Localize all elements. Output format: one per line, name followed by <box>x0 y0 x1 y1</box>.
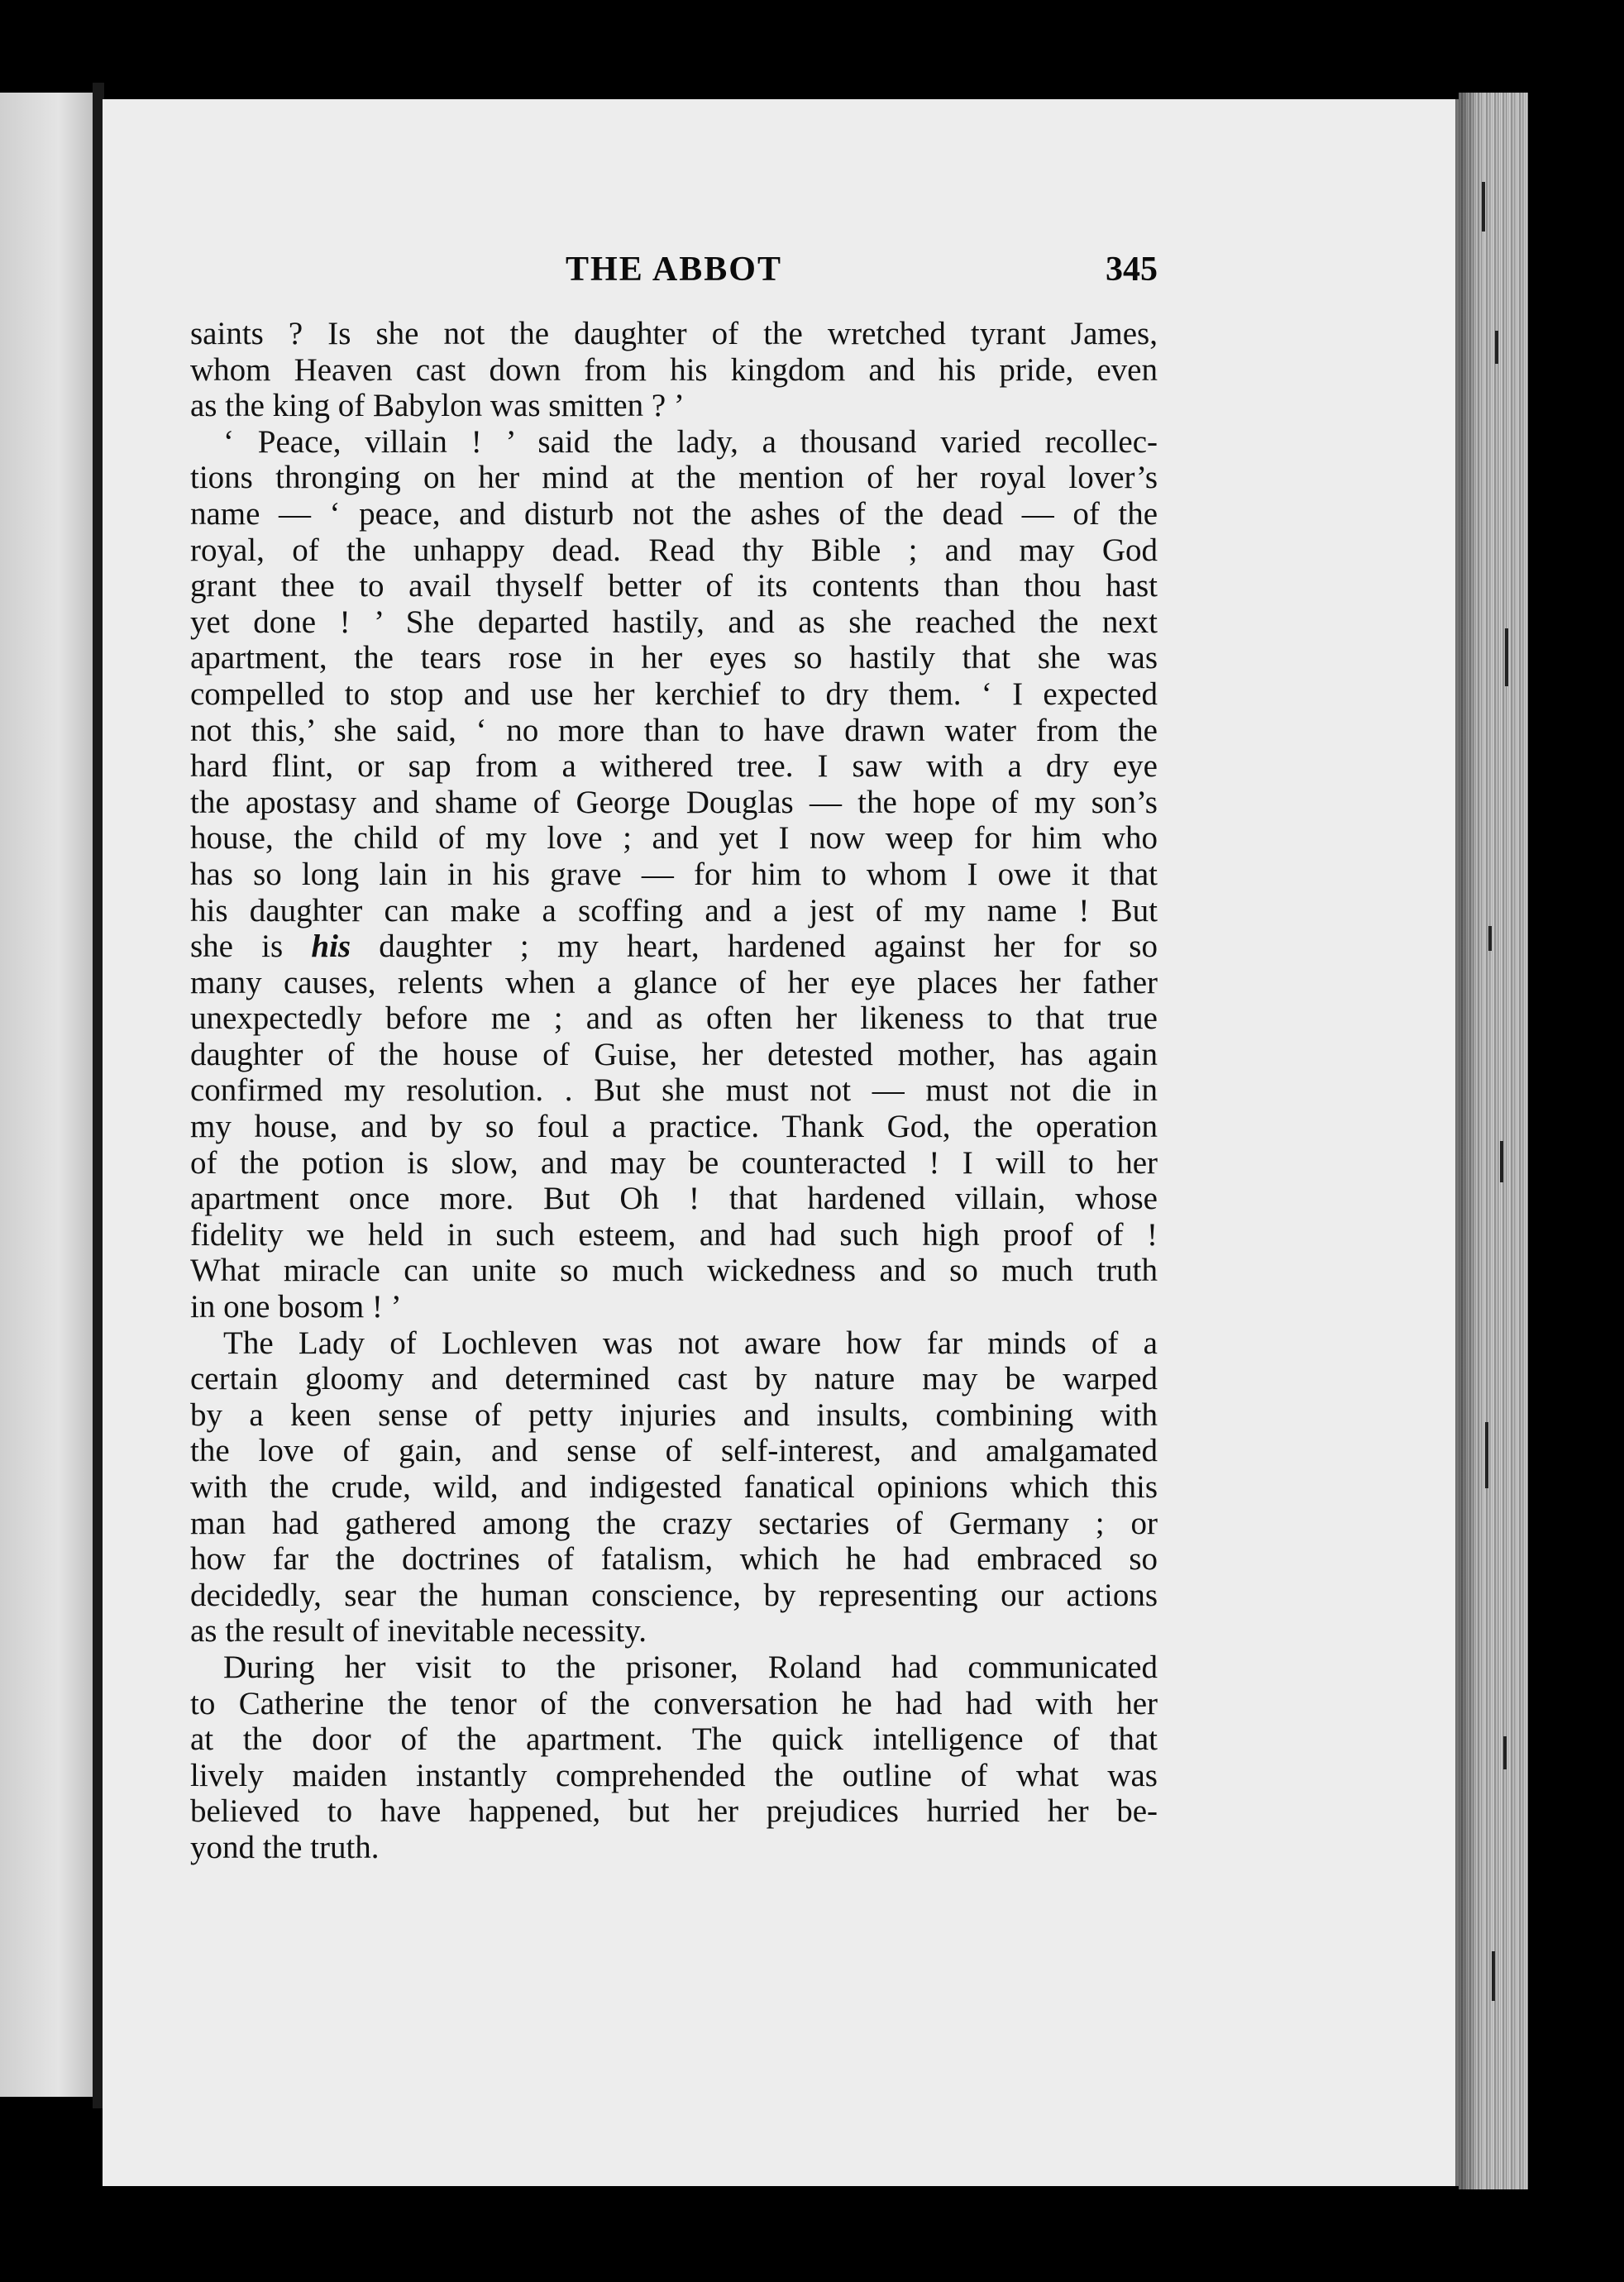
running-head <box>190 250 1158 299</box>
text-line: as the king of Babylon was smitten ? ’ <box>190 388 685 424</box>
text-line: fidelity we held in such esteem, and had such high proof of ! <box>190 1216 1158 1253</box>
paragraph <box>190 316 1158 424</box>
page-edge-shadow <box>1455 93 1480 2189</box>
page-number: 345 <box>1106 251 1158 289</box>
text-line: the apostasy and shame of George Douglas — the hope of my son’s <box>190 784 1158 820</box>
text-line: many causes, relents when a glance of her eye places her father <box>190 964 1158 1000</box>
text-line: my house, and by so foul a practice. Thank God, the operation <box>190 1109 1158 1145</box>
text-line: compelled to stop and use her kerchief to dry them. ‘ I expected <box>190 676 1158 712</box>
text-line: how far the doctrines of fatalism, which he had embraced so <box>190 1541 1158 1578</box>
text-line: to Catherine the tenor of the conversation he had had with her <box>190 1685 1158 1721</box>
body-text <box>190 316 1158 1866</box>
text-line: daughter of the house of Guise, her detested mother, has again <box>190 1036 1158 1072</box>
text-line: as the result of inevitable necessity. <box>190 1613 647 1649</box>
text-line: his daughter can make a scoffing and a jest of my name ! But <box>190 892 1158 929</box>
text-line: certain gloomy and determined cast by nature may be warped <box>190 1361 1158 1397</box>
text-line: the love of gain, and sense of self-interest, and amalgamated <box>190 1433 1158 1469</box>
text-line: During her visit to the prisoner, Roland had communicated <box>223 1649 1158 1685</box>
text-line: man had gathered among the crazy sectaries of Germany ; or <box>190 1505 1158 1541</box>
page-edge-mark <box>1500 1141 1503 1182</box>
page-edge-mark <box>1488 926 1492 951</box>
page-edge-mark <box>1482 182 1485 232</box>
text-line: confirmed my resolution. . But she must not — must not die in <box>190 1072 1158 1109</box>
text-line: tions thronging on her mind at the mention of her royal lover’s <box>190 460 1158 496</box>
text-line: yond the truth. <box>190 1829 380 1865</box>
text-line: name — ‘ peace, and disturb not the ashes of the dead — of the <box>190 495 1158 532</box>
text-line: of the potion is slow, and may be counteracted ! I will to her <box>190 1144 1158 1181</box>
text-line: she is his daughter ; my heart, hardened against her for so <box>190 929 1158 965</box>
text-line: apartment once more. But Oh ! that hardened villain, whose <box>190 1181 1158 1217</box>
text-line: house, the child of my love ; and yet I now weep for him who <box>190 820 1158 857</box>
paragraph <box>190 424 1158 1325</box>
paragraph <box>190 1649 1158 1866</box>
text-line: with the crude, wild, and indigested fanatical opinions which this <box>190 1469 1158 1505</box>
page-edge-mark <box>1492 1951 1495 2001</box>
emphasis: his <box>311 929 351 965</box>
text-line: ‘ Peace, villain ! ’ said the lady, a thousand varied recollec- <box>223 423 1158 460</box>
text-line: lively maiden instantly comprehended the outline of what was <box>190 1757 1158 1793</box>
page-edge-mark <box>1505 628 1508 686</box>
text-line: The Lady of Lochleven was not aware how far minds of a <box>223 1325 1158 1361</box>
text-line: decidedly, sear the human conscience, by representing our actions <box>190 1577 1158 1613</box>
page-edge-mark <box>1485 1422 1488 1488</box>
text-line: believed to have happened, but her prejudices hurried her be- <box>190 1793 1158 1830</box>
text-line: yet done ! ’ She departed hastily, and as she reached the next <box>190 604 1158 640</box>
facing-page-sliver <box>0 93 98 2097</box>
text-line: grant thee to avail thyself better of its contents than thou hast <box>190 568 1158 604</box>
page-edge-mark <box>1503 1736 1507 1769</box>
text-line: has so long lain in his grave — for him to whom I owe it that <box>190 856 1158 892</box>
text-line: What miracle can unite so much wickedness and so much truth <box>190 1253 1158 1289</box>
text-line: at the door of the apartment. The quick intelligence of that <box>190 1721 1158 1758</box>
text-line: unexpectedly before me ; and as often her likeness to that true <box>190 1000 1158 1037</box>
paragraph <box>190 1325 1158 1649</box>
text-line: hard flint, or sap from a withered tree. I saw with a dry eye <box>190 748 1158 785</box>
page-edge-mark <box>1495 331 1498 364</box>
text-line: apartment, the tears rose in her eyes so hastily that she was <box>190 640 1158 676</box>
text-line: whom Heaven cast down from his kingdom and his pride, even <box>190 351 1158 388</box>
text-line: royal, of the unhappy dead. Read thy Bible ; and may God <box>190 532 1158 568</box>
running-title: THE ABBOT <box>566 251 782 289</box>
text-line: saints ? Is she not the daughter of the wretched tyrant James, <box>190 316 1158 351</box>
page-edge-marks <box>1480 182 1513 2084</box>
text-line: by a keen sense of petty injuries and insults, combining with <box>190 1396 1158 1433</box>
text-line: not this,’ she said, ‘ no more than to have drawn water from the <box>190 712 1158 748</box>
text-line: in one bosom ! ’ <box>190 1289 402 1325</box>
